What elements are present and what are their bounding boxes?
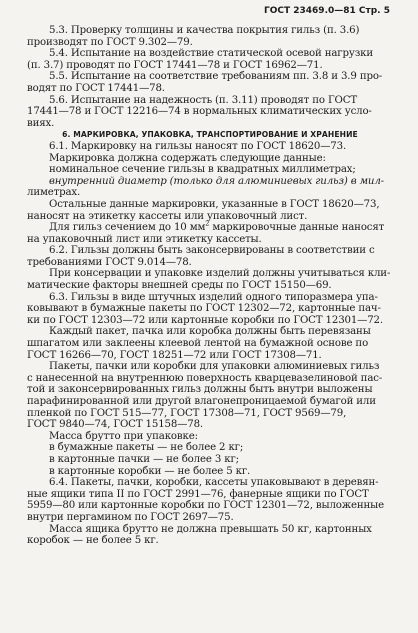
text-line: Масса ящика брутто не должна превышать 50 кг, картонных: [49, 523, 372, 535]
text-line: на упаковочный лист или этикетку кассеты.: [27, 233, 262, 245]
text-line: 6.3. Гильзы в виде штучных изделий одного типоразмера упа-: [49, 291, 378, 303]
text-line: 5.6. Испытание на надежность (п. 3.11) проводят по ГОСТ: [49, 94, 358, 106]
text-line: Масса брутто при упаковке:: [49, 430, 198, 442]
text-line: номинальное сечение гильзы в квадратных миллиметрах;: [49, 164, 356, 176]
text-line: с нанесенной на внутреннюю поверхность кварцевазелиновой пас-: [27, 372, 383, 384]
text-line: производят по ГОСТ 9.302—79.: [27, 36, 193, 48]
text-line: 5.3. Проверку толщины и качества покрытия гильз (п. 3.6): [49, 25, 360, 36]
text-line: внутри пергамином по ГОСТ 2697—75.: [27, 511, 234, 523]
text-line: ковывают в бумажные пакеты по ГОСТ 12302—72, картонные пач-: [27, 303, 381, 315]
document-body: [27, 25, 393, 547]
text-line: водят по ГОСТ 17441—78.: [27, 82, 165, 94]
text-line: 5.4. Испытание на воздействие статической осевой нагрузки: [49, 48, 373, 60]
section-heading: 6. МАРКИРОВКА, УПАКОВКА, ТРАНСПОРТИРОВАНИЕ И ХРАНЕНИЕ: [62, 130, 358, 140]
text-line: внутренний диаметр (только для алюминиевых гильз) в мил-: [49, 175, 384, 187]
text-line: Остальные данные маркировки, указанные в ГОСТ 18620—73,: [49, 198, 380, 210]
text-line: ные ящики типа II по ГОСТ 2991—76, фанерные ящики по ГОСТ: [27, 488, 369, 500]
text-line: той и законсервированных гильз должны быть внутри выложены: [27, 384, 373, 396]
text-line: 17441—78 и ГОСТ 12216—74 в нормальных климатических усло-: [27, 106, 372, 118]
text-fragment: Для гильз сечением до 10 мм: [49, 222, 206, 234]
text-line: наносят на этикетку кассеты или упаковочный лист.: [27, 210, 308, 222]
text-line: ГОСТ 9840—74, ГОСТ 15158—78.: [27, 419, 204, 431]
text-line: При консервации и упаковке изделий должны учитываться кли-: [49, 268, 391, 280]
text-line: [27, 219, 393, 234]
text-line: шпагатом или заклеены клеевой лентой на бумажной основе по: [27, 338, 369, 350]
text-line: в бумажные пакеты — не более 2 кг;: [49, 442, 244, 454]
text-line: ГОСТ 16266—70, ГОСТ 18251—72 или ГОСТ 17308—71.: [27, 349, 322, 361]
text-line: ки по ГОСТ 12303—72 или картонные коробки по ГОСТ 12301—72.: [27, 314, 383, 326]
text-line: Маркировка должна содержать следующие данные:: [49, 152, 326, 164]
text-line: требованиями ГОСТ 9.014—78.: [27, 256, 192, 268]
text-line: пленкой по ГОСТ 515—77, ГОСТ 17308—71, ГОСТ 9569—79,: [27, 407, 347, 419]
text-line: 5959—80 или картонные коробки по ГОСТ 12301—72, выложенные: [27, 500, 384, 512]
page-header: ГОСТ 23469.0—81 Стр. 5: [264, 6, 390, 16]
text-line: (п. 3.7) проводят по ГОСТ 17441—78 и ГОСТ 16962—71.: [27, 59, 323, 71]
text-fragment: маркировочные данные наносят: [209, 222, 385, 234]
text-line: коробок — не более 5 кг.: [27, 535, 159, 547]
text-line: парафинированной или другой влагонепроницаемой бумагой или: [27, 396, 376, 407]
text-line: 5.5. Испытание на соответствие требованиям пп. 3.8 и 3.9 про-: [49, 71, 383, 83]
text-line: в картонные пачки — не более 3 кг;: [49, 453, 239, 465]
text-line: матические факторы внешней среды по ГОСТ 15150—69.: [27, 280, 332, 292]
text-line: Пакеты, пачки или коробки для упаковки алюминиевых гильз: [49, 361, 380, 373]
text-line: 6.1. Маркировку на гильзы наносят по ГОСТ 18620—73.: [49, 140, 347, 152]
text-line: в картонные коробки — не более 5 кг.: [49, 465, 251, 477]
superscript: 2: [205, 219, 210, 228]
text-line: виях.: [27, 117, 55, 129]
text-line: лиметрах.: [27, 187, 81, 199]
text-line: Каждый пакет, пачка или коробка должны быть перевязаны: [49, 326, 371, 338]
text-line: 6.2. Гильзы должны быть законсервированы в соответствии с: [49, 245, 375, 257]
text-line: 6.4. Пакеты, пачки, коробки, кассеты упаковывают в деревян-: [49, 477, 379, 489]
